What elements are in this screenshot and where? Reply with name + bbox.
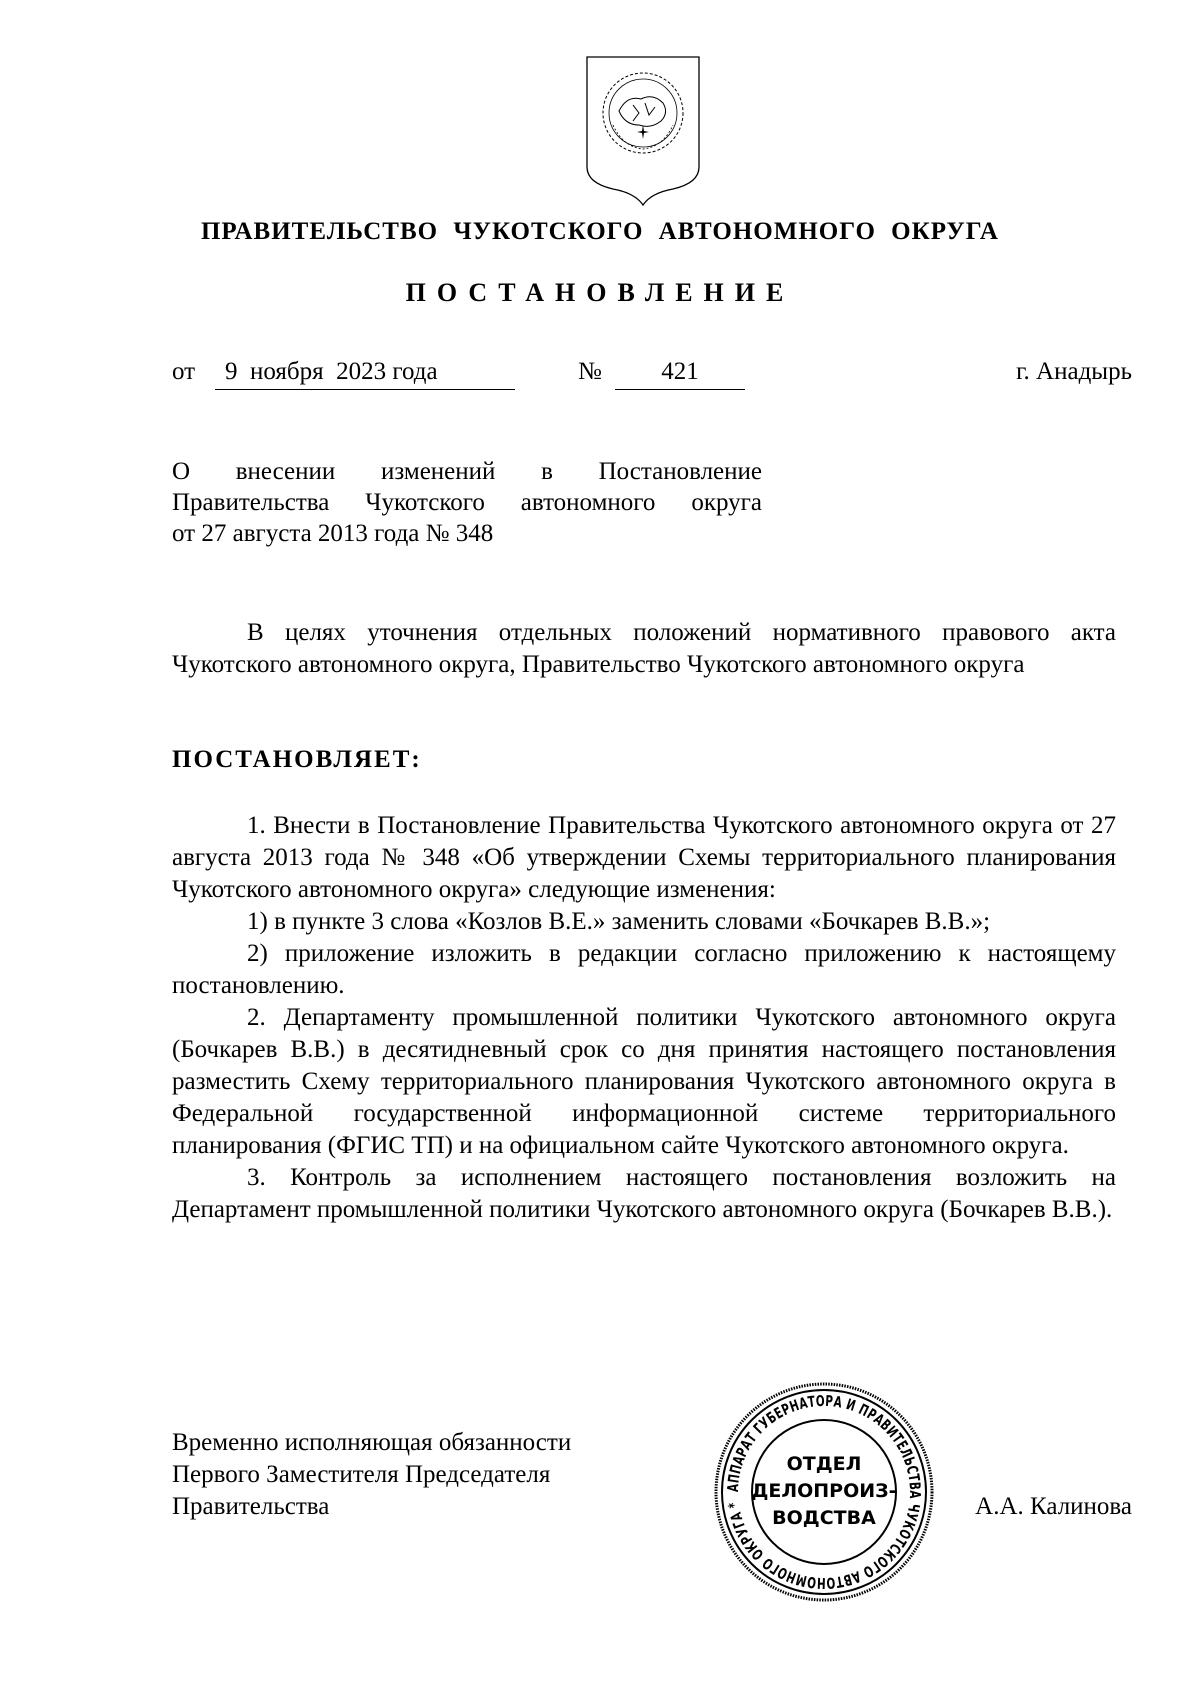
stamp-center-line-3: ВОДСТВА: [772, 1507, 876, 1529]
signer-position-line-1: Временно исполняющая обязанности: [172, 1429, 572, 1456]
signer-position-line-2: Первого Заместителя Председателя: [172, 1461, 551, 1488]
resolves-heading: ПОСТАНОВЛЯЕТ:: [172, 746, 422, 773]
subject-line-1: О внесении изменений в Постановление: [172, 458, 762, 485]
signer-position: [172, 1427, 571, 1523]
coat-of-arms-icon: [583, 55, 703, 207]
item-2: 2. Департаменту промышленной политики Чукотского автономного округа (Бочкарев В.В.) в десятидневный срок со дня принятия настоящего постановления разместить Схему территориального планирования Чукотского автономного округа в Федеральной государственной информационной системе территориального планирования (ФГИС ТП) и на официальном сайте Чукотского автономного округа.: [172, 1004, 1116, 1159]
signer-name: А.А. Калинова: [975, 1493, 1132, 1520]
item-1-subitem-2: 2) приложение изложить в редакции согласно приложению к настоящему постановлению.: [172, 940, 1116, 999]
signer-position-line-3: Правительства: [172, 1493, 330, 1520]
government-title: ПРАВИТЕЛЬСТВО ЧУКОТСКОГО АВТОНОМНОГО ОКРУГА: [200, 218, 999, 245]
date-value: 9 ноября 2023 года: [225, 358, 438, 385]
date-from-label: от: [172, 358, 196, 385]
stamp-center-line-2: ДЕЛОПРОИЗ-: [751, 1480, 897, 1502]
document-number: 421: [615, 357, 745, 390]
subject-line-3: от 27 августа 2013 года № 348: [172, 520, 494, 547]
date-field: [215, 357, 515, 390]
official-stamp: [712, 1380, 936, 1604]
item-3: 3. Контроль за исполнением настоящего постановления возложить на Департамент промышленной политики Чукотского автономного округа (Бочкарев В.В.).: [172, 1164, 1116, 1223]
preamble-paragraph: В целях уточнения отдельных положений нормативного правового акта Чукотского автономного округа, Правительство Чукотского автономного округа: [172, 619, 1116, 678]
resolution-items: [172, 810, 1116, 1226]
preamble: [172, 617, 1116, 681]
city: г. Анадырь: [1016, 358, 1132, 385]
document-subject: [172, 456, 762, 549]
number-label: №: [578, 358, 602, 385]
item-1-subitem-1: 1) в пункте 3 слова «Козлов В.Е.» заменить словами «Бочкарев В.В.»;: [247, 908, 991, 935]
subject-line-2: Правительства Чукотского автономного округа: [172, 489, 762, 516]
item-1: 1. Внести в Постановление Правительства Чукотского автономного округа от 27 августа 2013 года № 348 «Об утверждении Схемы территориального планирования Чукотского автономного округа» следующие изменения:: [172, 812, 1116, 903]
stamp-ring-text: АППАРАТ ГУБЕРНАТОРА И ПРАВИТЕЛЬСТВА ЧУКОТСКОГО АВТОНОМНОГО ОКРУГА *: [723, 1391, 925, 1593]
document-type: ПОСТАНОВЛЕНИЕ: [405, 278, 795, 307]
stamp-center-line-1: ОТДЕЛ: [786, 1453, 862, 1475]
